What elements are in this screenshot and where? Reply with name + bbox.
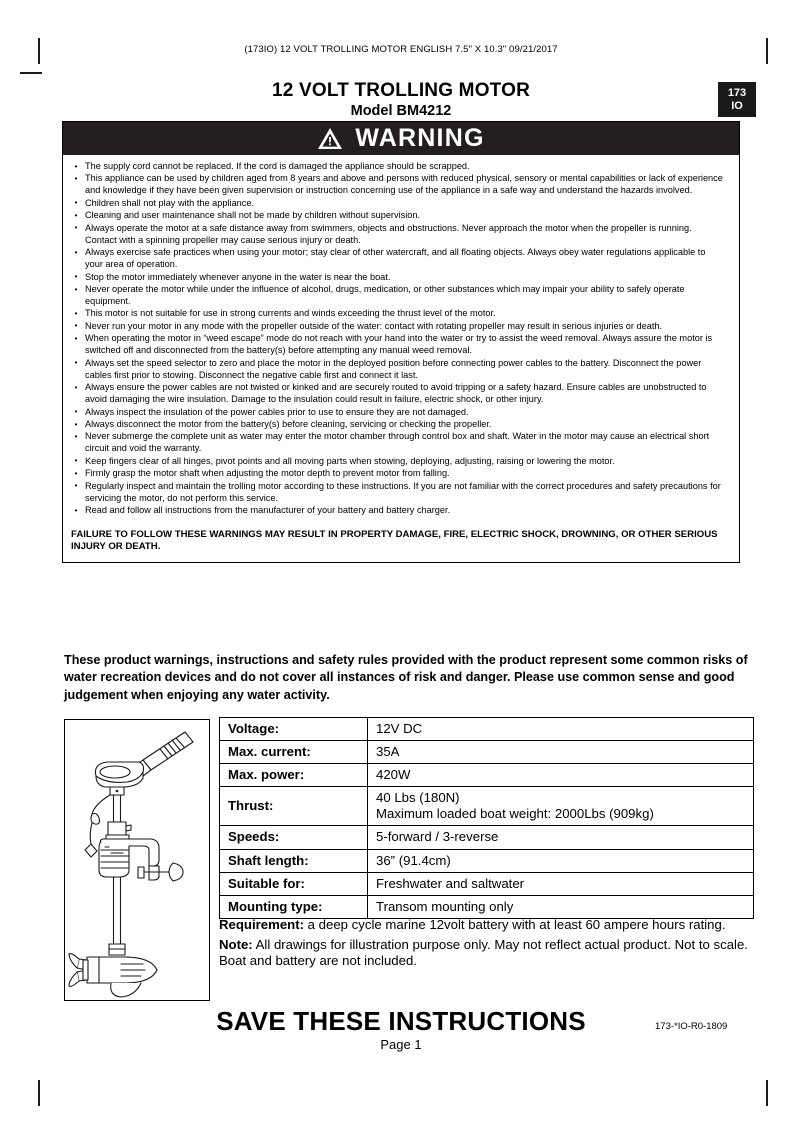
warning-list-item <box>67 223 729 247</box>
warning-item-text: Never submerge the complete unit as water may enter the motor chamber through control box and shaft. Water in the motor may cause an electrical short circuit and void the warranty. <box>85 431 710 454</box>
crop-mark-bottom-left-vertical <box>38 1080 40 1106</box>
spec-value: 35A <box>368 741 754 764</box>
spec-value: Freshwater and saltwater <box>368 872 754 895</box>
bullet-marker: • <box>74 284 78 294</box>
warning-list-item <box>67 358 729 382</box>
warning-item-text: Always disconnect the motor from the battery(s) before cleaning, servicing or checking the propeller. <box>85 419 492 430</box>
table-row <box>220 826 754 849</box>
warning-item-text: This motor is not suitable for use in strong currents and winds exceeding the thrust level of the motor. <box>85 308 496 319</box>
warning-item-text: Never operate the motor while under the influence of alcohol, drugs, medication, or other substances which may impair your ability to safely operate equipment. <box>85 284 685 306</box>
table-row <box>220 787 754 826</box>
warning-item-text: When operating the motor in “weed escape” mode do not reach with your hand into the water or try to assist the weed removal. Always assure the motor is switched off and disconnected from the battery(s) before attempting any manual weed removal. <box>85 333 713 356</box>
bullet-marker: • <box>74 382 78 392</box>
warning-item-text: Always exercise safe practices when using your motor; stay clear of other watercraft, and all floating objects. Always obey water regulations applicable to your area of operation. <box>85 247 706 270</box>
requirement-label: Requirement: <box>219 917 304 932</box>
warning-item-text: Always set the speed selector to zero and place the motor in the deployed position before connecting power cables to the battery. Disconnect the power cables first prior to stowing. Disconnect the negative cable first and connect it last. <box>85 357 702 380</box>
table-row <box>220 872 754 895</box>
bullet-marker: • <box>74 321 78 331</box>
bullet-marker: • <box>74 358 78 368</box>
bullet-marker: • <box>74 505 78 515</box>
warning-heading: WARNING <box>355 124 485 152</box>
requirement-note <box>219 917 756 934</box>
warning-item-text: Always ensure the power cables are not twisted or kinked and are securely routed to avoid tripping or a safety hazard. Ensure cables are unobstructed to avoid damaging the wire insulation. Damage to the insulation could result in failure, electric shock, or other injury. <box>85 382 707 405</box>
bullet-marker: • <box>74 272 78 282</box>
warning-list-item <box>67 382 729 406</box>
requirement-text: a deep cycle marine 12volt battery with at least 60 ampere hours rating. <box>304 917 726 932</box>
bullet-marker: • <box>74 223 78 233</box>
spec-value: 420W <box>368 764 754 787</box>
warning-item-text: Always inspect the insulation of the power cables prior to use to ensure they are not damaged. <box>85 406 469 417</box>
warning-list-item <box>67 333 729 357</box>
warning-list-item <box>67 431 729 455</box>
badge-line-2: IO <box>731 99 743 112</box>
warning-item-text: Firmly grasp the motor shaft when adjusting the motor depth to prevent motor from falling. <box>85 468 450 479</box>
spec-value <box>368 787 754 826</box>
warning-list-item <box>67 173 729 197</box>
warning-list-item <box>67 308 729 320</box>
failure-notice: FAILURE TO FOLLOW THESE WARNINGS MAY RESULT IN PROPERTY DAMAGE, FIRE, ELECTRIC SHOCK, DROWNING, OR OTHER SERIOUS INJURY OR DEATH. <box>71 528 718 553</box>
badge-line-1: 173 <box>727 86 747 99</box>
bullet-marker: • <box>74 431 78 441</box>
crop-mark-bottom-right-vertical <box>766 1080 768 1106</box>
notes-block <box>219 917 756 973</box>
warning-item-text: Always operate the motor at a safe distance away from swimmers, objects and obstructions. Never approach the motor when the propeller is running. Contact with a spinning propeller may cause serious injury or death. <box>85 222 692 245</box>
spec-label: Suitable for: <box>220 872 368 895</box>
spec-label: Max. power: <box>220 764 368 787</box>
spec-label: Speeds: <box>220 826 368 849</box>
model-subtitle: Model BM4212 <box>350 103 452 119</box>
warning-item-text: This appliance can be used by children aged from 8 years and above and persons with reduced physical, sensory or mental capabilities or lack of experience and knowledge if they have been given supervision or instruction concerning use of the appliance in a safe way and understand the hazards involved. <box>85 173 723 196</box>
warning-item-text: Children shall not play with the appliance. <box>85 197 255 208</box>
document-code-badge <box>718 82 756 117</box>
spec-label: Voltage: <box>220 718 368 741</box>
warning-item-text: Regularly inspect and maintain the trolling motor according to these instructions. If you are not familiar with the correct procedures and safety precautions for servicing the motor, do not perform this service. <box>85 480 721 503</box>
warning-list-item <box>67 284 729 308</box>
warning-header-bar <box>63 122 739 155</box>
illustration-note <box>219 937 756 970</box>
trolling-motor-drawing <box>65 720 209 1000</box>
warning-list-item <box>67 161 729 173</box>
table-row <box>220 895 754 918</box>
warning-list-item <box>67 468 729 480</box>
note-label: Note: <box>219 936 253 952</box>
crop-mark-top-left-horizontal <box>20 72 42 74</box>
warning-item-text: Never run your motor in any mode with the propeller outside of the water: contact with rotating propeller may result in serious injuries or death. <box>85 320 663 331</box>
warning-list-item <box>67 321 729 333</box>
bullet-marker: • <box>74 308 78 318</box>
bullet-marker: • <box>74 198 78 208</box>
bullet-marker: • <box>74 210 78 220</box>
warning-item-text: Stop the motor immediately whenever anyone in the water is near the boat. <box>85 271 391 282</box>
page-title: 12 VOLT TROLLING MOTOR <box>271 80 531 101</box>
warning-list-item <box>67 456 729 468</box>
safety-disclaimer: These product warnings, instructions and safety rules provided with the product represent some common risks of water recreation devices and do not cover all instances of risk and danger. Please use common sense and good judgement when enjoying any water activity. <box>64 653 748 702</box>
spec-value: Transom mounting only <box>368 895 754 918</box>
page-number: Page 1 <box>380 1037 422 1052</box>
bullet-marker: • <box>74 419 78 429</box>
warning-item-text: Read and follow all instructions from the manufacturer of your battery and battery charger. <box>85 505 451 516</box>
bullet-marker: • <box>74 173 78 183</box>
warning-list-item <box>67 210 729 222</box>
spec-label: Mounting type: <box>220 895 368 918</box>
table-row <box>220 741 754 764</box>
table-row <box>220 849 754 872</box>
warning-list-item <box>67 505 729 517</box>
spec-value: 36” (91.4cm) <box>368 849 754 872</box>
warning-box <box>62 121 740 563</box>
warning-list-item <box>67 419 729 431</box>
spec-label: Shaft length: <box>220 849 368 872</box>
print-spec-header: (173IO) 12 VOLT TROLLING MOTOR ENGLISH 7.5" X 10.3" 09/21/2017 <box>244 44 558 55</box>
specifications-table <box>219 717 754 919</box>
save-instructions-heading: SAVE THESE INSTRUCTIONS <box>216 1006 586 1036</box>
note-text: All drawings for illustration purpose only. May not reflect actual product. Not to scale. Boat and battery are not included. <box>219 936 748 968</box>
bullet-marker: • <box>74 407 78 417</box>
bullet-marker: • <box>74 333 78 343</box>
spec-label: Max. current: <box>220 741 368 764</box>
warning-list-item <box>67 407 729 419</box>
bullet-marker: • <box>74 456 78 466</box>
bullet-marker: • <box>74 468 78 478</box>
warning-list-item <box>67 272 729 284</box>
spec-value-line-2: Maximum loaded boat weight: 2000Lbs (909kg) <box>376 806 654 822</box>
warning-item-text: Keep fingers clear of all hinges, pivot points and all moving parts when stowing, deploying, adjusting, raising or lowering the motor. <box>85 455 615 466</box>
table-row <box>220 718 754 741</box>
bullet-marker: • <box>74 481 78 491</box>
warning-triangle-icon <box>317 127 343 150</box>
bullet-marker: • <box>74 161 78 171</box>
table-row <box>220 764 754 787</box>
warning-item-text: Cleaning and user maintenance shall not be made by children without supervision. <box>85 210 421 221</box>
spec-value-line-1: 40 Lbs (180N) <box>376 790 460 806</box>
trolling-motor-illustration <box>64 719 210 1001</box>
warning-list-item <box>67 481 729 505</box>
warning-list-item <box>67 247 729 271</box>
spec-value: 5-forward / 3-reverse <box>368 826 754 849</box>
spec-label: Thrust: <box>220 787 368 826</box>
spec-value: 12V DC <box>368 718 754 741</box>
warning-item-text: The supply cord cannot be replaced. If the cord is damaged the appliance should be scrapped. <box>85 161 470 171</box>
warning-list-item <box>67 198 729 210</box>
revision-code: 173-*IO-R0-1809 <box>655 1021 728 1032</box>
warning-bullet-list <box>63 155 739 522</box>
bullet-marker: • <box>74 247 78 257</box>
